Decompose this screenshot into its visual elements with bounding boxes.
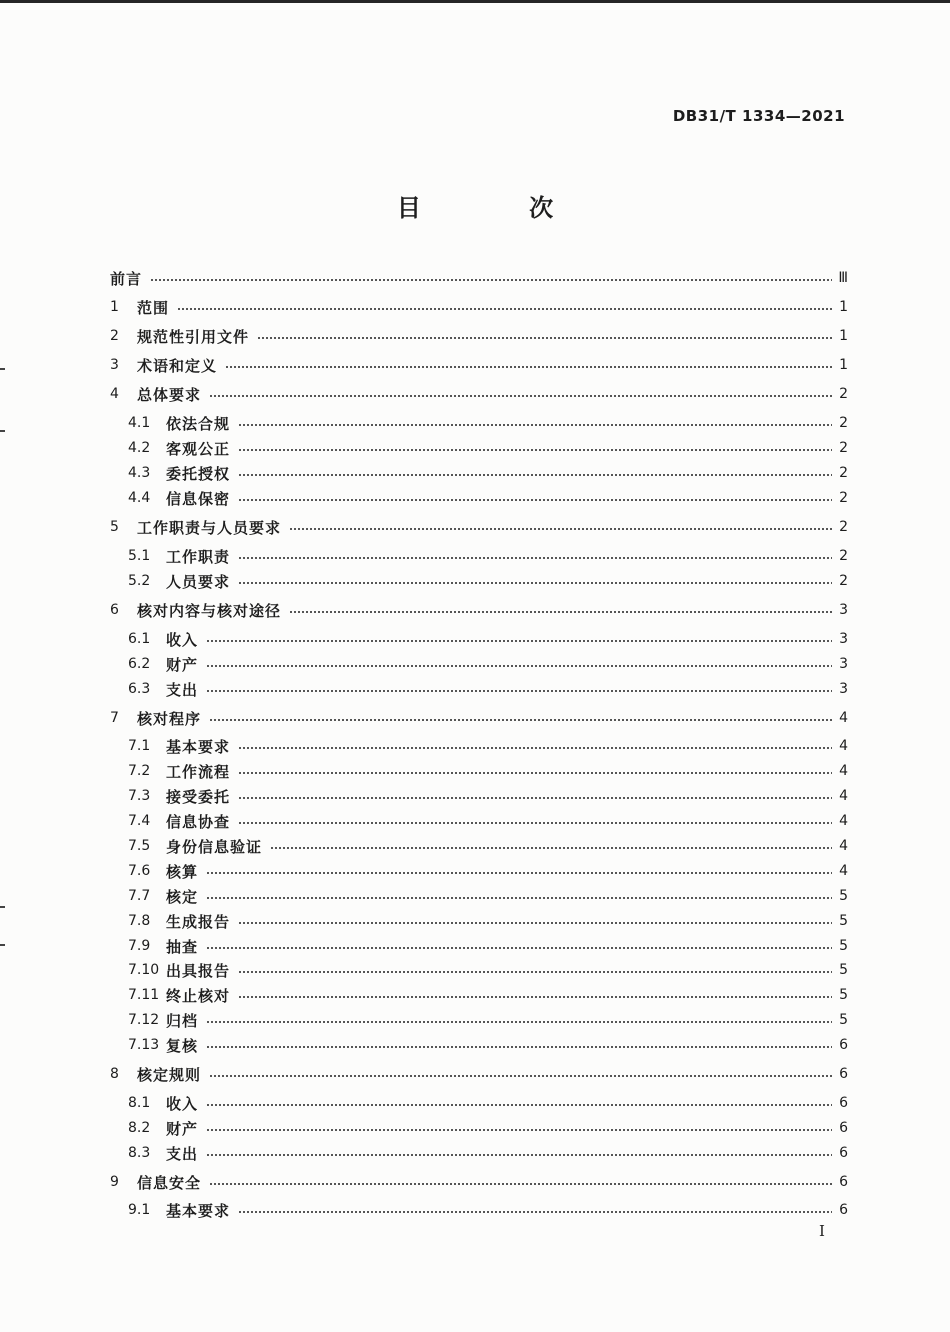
page-folio: I xyxy=(819,1222,825,1240)
toc-entry-number: 4 xyxy=(110,386,119,402)
toc-entry-label: 工作职责 xyxy=(166,547,231,566)
toc-entry-label: 客观公正 xyxy=(166,439,231,458)
toc-entry-page: 2 xyxy=(839,386,848,402)
dot-leader xyxy=(209,1183,832,1185)
toc-entry-label: 财产 xyxy=(166,655,199,674)
dot-leader xyxy=(206,1154,832,1156)
toc-entry[interactable] xyxy=(128,1116,848,1140)
scan-mark xyxy=(0,368,5,370)
toc-entry-label: 信息安全 xyxy=(137,1173,202,1192)
toc-entry-label: 基本要求 xyxy=(166,1201,231,1220)
toc-entry-number: 7.10 xyxy=(128,962,160,978)
page-title: 目 次 xyxy=(396,193,604,222)
dot-leader xyxy=(238,822,832,824)
toc-entry-label: 接受委托 xyxy=(166,787,231,806)
toc-entry-label: 依法合规 xyxy=(166,414,231,433)
toc-entry[interactable] xyxy=(128,411,848,435)
toc-entry-label: 核定 xyxy=(166,887,199,906)
toc-entry[interactable] xyxy=(128,1091,848,1115)
dot-leader xyxy=(209,395,832,397)
toc-entry-page: 2 xyxy=(839,440,848,456)
toc-entry[interactable] xyxy=(128,909,848,933)
toc-entry[interactable] xyxy=(110,706,848,730)
toc-entry-label: 收入 xyxy=(166,630,199,649)
toc-entry-page: 5 xyxy=(839,888,848,904)
toc-entry-number: 6.2 xyxy=(128,656,151,672)
toc-entry-page: 2 xyxy=(839,548,848,564)
toc-entry-page: 5 xyxy=(839,913,848,929)
dot-leader xyxy=(238,449,832,451)
toc-entry[interactable] xyxy=(110,382,848,406)
toc-entry-label: 收入 xyxy=(166,1094,199,1113)
toc-entry-label: 核定规则 xyxy=(137,1065,202,1084)
toc-entry-label: 支出 xyxy=(166,680,199,699)
toc-entry-page: 3 xyxy=(839,656,848,672)
toc-entry-label: 前言 xyxy=(110,269,143,288)
toc-entry-label: 核对程序 xyxy=(137,709,202,728)
toc-entry[interactable] xyxy=(110,1062,848,1086)
toc-entry[interactable] xyxy=(110,295,848,319)
toc-entry-label: 归档 xyxy=(166,1011,199,1030)
toc-entry-page: 6 xyxy=(839,1037,848,1053)
toc-entry-label: 工作流程 xyxy=(166,762,231,781)
toc-entry-label: 工作职责与人员要求 xyxy=(137,518,282,537)
toc-entry[interactable] xyxy=(128,1198,848,1222)
toc-entry-number: 7.4 xyxy=(128,813,151,829)
toc-entry-label: 总体要求 xyxy=(137,385,202,404)
dot-leader xyxy=(238,582,832,584)
toc-entry-page: 4 xyxy=(839,788,848,804)
dot-leader xyxy=(257,337,832,339)
toc-entry-number: 7.1 xyxy=(128,738,151,754)
toc-entry-page: 6 xyxy=(839,1120,848,1136)
toc-entry-number: 7.2 xyxy=(128,763,151,779)
dot-leader xyxy=(150,279,832,281)
toc-entry-page: 1 xyxy=(839,357,848,373)
scan-mark xyxy=(0,944,5,946)
toc-entry[interactable] xyxy=(128,759,848,783)
toc-entry-page: 5 xyxy=(839,938,848,954)
toc-entry-number: 7.9 xyxy=(128,938,151,954)
toc-entry-number: 8.2 xyxy=(128,1120,151,1136)
toc-entry[interactable] xyxy=(110,1170,848,1194)
toc-entry-label: 信息协查 xyxy=(166,812,231,831)
dot-leader xyxy=(289,611,832,613)
toc-entry-number: 8.1 xyxy=(128,1095,151,1111)
toc-entry-number: 4.4 xyxy=(128,490,151,506)
toc-entry-number: 8.3 xyxy=(128,1145,151,1161)
dot-leader xyxy=(206,690,832,692)
scan-mark xyxy=(0,430,5,432)
toc-entry-page: 6 xyxy=(839,1202,848,1218)
dot-leader xyxy=(206,1129,832,1131)
dot-leader xyxy=(238,922,832,924)
toc-entry-number: 5 xyxy=(110,519,119,535)
dot-leader xyxy=(225,366,832,368)
toc-entry[interactable] xyxy=(110,324,848,348)
dot-leader xyxy=(177,308,832,310)
toc-entry[interactable] xyxy=(128,1008,848,1032)
toc-entry[interactable] xyxy=(128,486,848,510)
toc-entry-page: 3 xyxy=(839,602,848,618)
toc-entry-label: 术语和定义 xyxy=(137,356,218,375)
scan-mark xyxy=(0,906,5,908)
dot-leader xyxy=(206,640,832,642)
toc-entry-label: 核对内容与核对途径 xyxy=(137,601,282,620)
dot-leader xyxy=(238,747,832,749)
toc-entry-label: 规范性引用文件 xyxy=(137,327,250,346)
toc-entry[interactable] xyxy=(128,1141,848,1165)
toc-entry[interactable] xyxy=(128,784,848,808)
toc-entry-page: 4 xyxy=(839,710,848,726)
toc-entry-page: 3 xyxy=(839,681,848,697)
dot-leader xyxy=(206,1046,832,1048)
document-code: DB31/T 1334—2021 xyxy=(672,107,845,125)
toc-entry-number: 7.6 xyxy=(128,863,151,879)
toc-entry-page: 6 xyxy=(839,1095,848,1111)
toc-entry-number: 7.3 xyxy=(128,788,151,804)
toc-entry-page: 2 xyxy=(839,415,848,431)
toc-entry-label: 信息保密 xyxy=(166,489,231,508)
toc-entry[interactable] xyxy=(110,266,848,290)
toc-entry[interactable] xyxy=(128,627,848,651)
dot-leader xyxy=(238,797,832,799)
toc-entry-label: 复核 xyxy=(166,1036,199,1055)
toc-entry[interactable] xyxy=(128,834,848,858)
dot-leader xyxy=(206,947,832,949)
toc-entry[interactable] xyxy=(128,652,848,676)
toc-entry[interactable] xyxy=(110,598,848,622)
toc-entry-label: 出具报告 xyxy=(166,961,231,980)
toc-entry[interactable] xyxy=(128,859,848,883)
toc-entry-number: 8 xyxy=(110,1066,119,1082)
toc-entry-number: 9 xyxy=(110,1174,119,1190)
dot-leader xyxy=(238,772,832,774)
dot-leader xyxy=(238,996,832,998)
dot-leader xyxy=(238,499,832,501)
dot-leader xyxy=(289,528,832,530)
toc-entry[interactable] xyxy=(128,461,848,485)
toc-entry-number: 7 xyxy=(110,710,119,726)
toc-entry-number: 4.1 xyxy=(128,415,151,431)
dot-leader xyxy=(238,557,832,559)
toc-entry-page: 4 xyxy=(839,813,848,829)
dot-leader xyxy=(209,719,832,721)
dot-leader xyxy=(206,897,832,899)
toc-entry-page: 5 xyxy=(839,962,848,978)
dot-leader xyxy=(206,1104,832,1106)
dot-leader xyxy=(238,474,832,476)
toc-entry-page: Ⅲ xyxy=(838,270,848,286)
toc-entry-page: 6 xyxy=(839,1145,848,1161)
toc-entry[interactable] xyxy=(128,934,848,958)
toc-entry-page: 4 xyxy=(839,763,848,779)
toc-entry[interactable] xyxy=(110,353,848,377)
toc-entry[interactable] xyxy=(128,436,848,460)
toc-entry-page: 1 xyxy=(839,299,848,315)
toc-entry-label: 范围 xyxy=(137,298,170,317)
toc-entry-page: 2 xyxy=(839,573,848,589)
toc-entry-page: 2 xyxy=(839,519,848,535)
toc-entry-label: 基本要求 xyxy=(166,737,231,756)
toc-entry-page: 1 xyxy=(839,328,848,344)
toc-entry-page: 4 xyxy=(839,838,848,854)
toc-entry[interactable] xyxy=(128,809,848,833)
toc-entry-page: 2 xyxy=(839,490,848,506)
toc-entry-number: 7.5 xyxy=(128,838,151,854)
toc-entry-number: 6 xyxy=(110,602,119,618)
dot-leader xyxy=(238,971,832,973)
toc-entry[interactable] xyxy=(128,983,848,1007)
toc-entry-number: 7.7 xyxy=(128,888,151,904)
toc-entry-label: 财产 xyxy=(166,1119,199,1138)
toc-entry[interactable] xyxy=(128,884,848,908)
toc-entry-label: 终止核对 xyxy=(166,986,231,1005)
toc-entry-label: 核算 xyxy=(166,862,199,881)
dot-leader xyxy=(206,665,832,667)
toc-entry-label: 抽查 xyxy=(166,937,199,956)
toc-entry-number: 5.1 xyxy=(128,548,151,564)
dot-leader xyxy=(238,1211,832,1213)
toc-entry[interactable] xyxy=(128,1033,848,1057)
dot-leader xyxy=(238,424,832,426)
top-rule xyxy=(0,0,950,3)
toc-entry-page: 4 xyxy=(839,863,848,879)
toc-entry[interactable] xyxy=(128,958,848,982)
toc-entry-number: 4.3 xyxy=(128,465,151,481)
toc-entry-page: 2 xyxy=(839,465,848,481)
dot-leader xyxy=(206,1021,832,1023)
toc-entry-label: 身份信息验证 xyxy=(166,837,263,856)
toc-entry-number: 7.11 xyxy=(128,987,160,1003)
toc-entry-number: 1 xyxy=(110,299,119,315)
toc-entry-page: 6 xyxy=(839,1174,848,1190)
toc-entry-label: 委托授权 xyxy=(166,464,231,483)
toc-entry-page: 6 xyxy=(839,1066,848,1082)
toc-entry-number: 7.13 xyxy=(128,1037,160,1053)
dot-leader xyxy=(270,847,832,849)
toc-entry[interactable] xyxy=(110,515,848,539)
toc-entry-number: 6.3 xyxy=(128,681,151,697)
dot-leader xyxy=(206,872,832,874)
toc-entry-number: 4.2 xyxy=(128,440,151,456)
toc-entry-number: 7.8 xyxy=(128,913,151,929)
toc-entry-label: 生成报告 xyxy=(166,912,231,931)
dot-leader xyxy=(209,1075,832,1077)
toc-entry-number: 6.1 xyxy=(128,631,151,647)
toc-entry[interactable] xyxy=(128,544,848,568)
toc-entry-number: 5.2 xyxy=(128,573,151,589)
toc-entry[interactable] xyxy=(128,734,848,758)
toc-entry-number: 2 xyxy=(110,328,119,344)
toc-entry[interactable] xyxy=(128,569,848,593)
toc-entry-number: 3 xyxy=(110,357,119,373)
toc-entry-page: 5 xyxy=(839,1012,848,1028)
toc-entry-page: 3 xyxy=(839,631,848,647)
toc-entry-number: 7.12 xyxy=(128,1012,160,1028)
toc-entry-number: 9.1 xyxy=(128,1202,151,1218)
toc-entry-label: 支出 xyxy=(166,1144,199,1163)
toc-entry-page: 4 xyxy=(839,738,848,754)
toc-entry-page: 5 xyxy=(839,987,848,1003)
toc-entry[interactable] xyxy=(128,677,848,701)
toc-entry-label: 人员要求 xyxy=(166,572,231,591)
